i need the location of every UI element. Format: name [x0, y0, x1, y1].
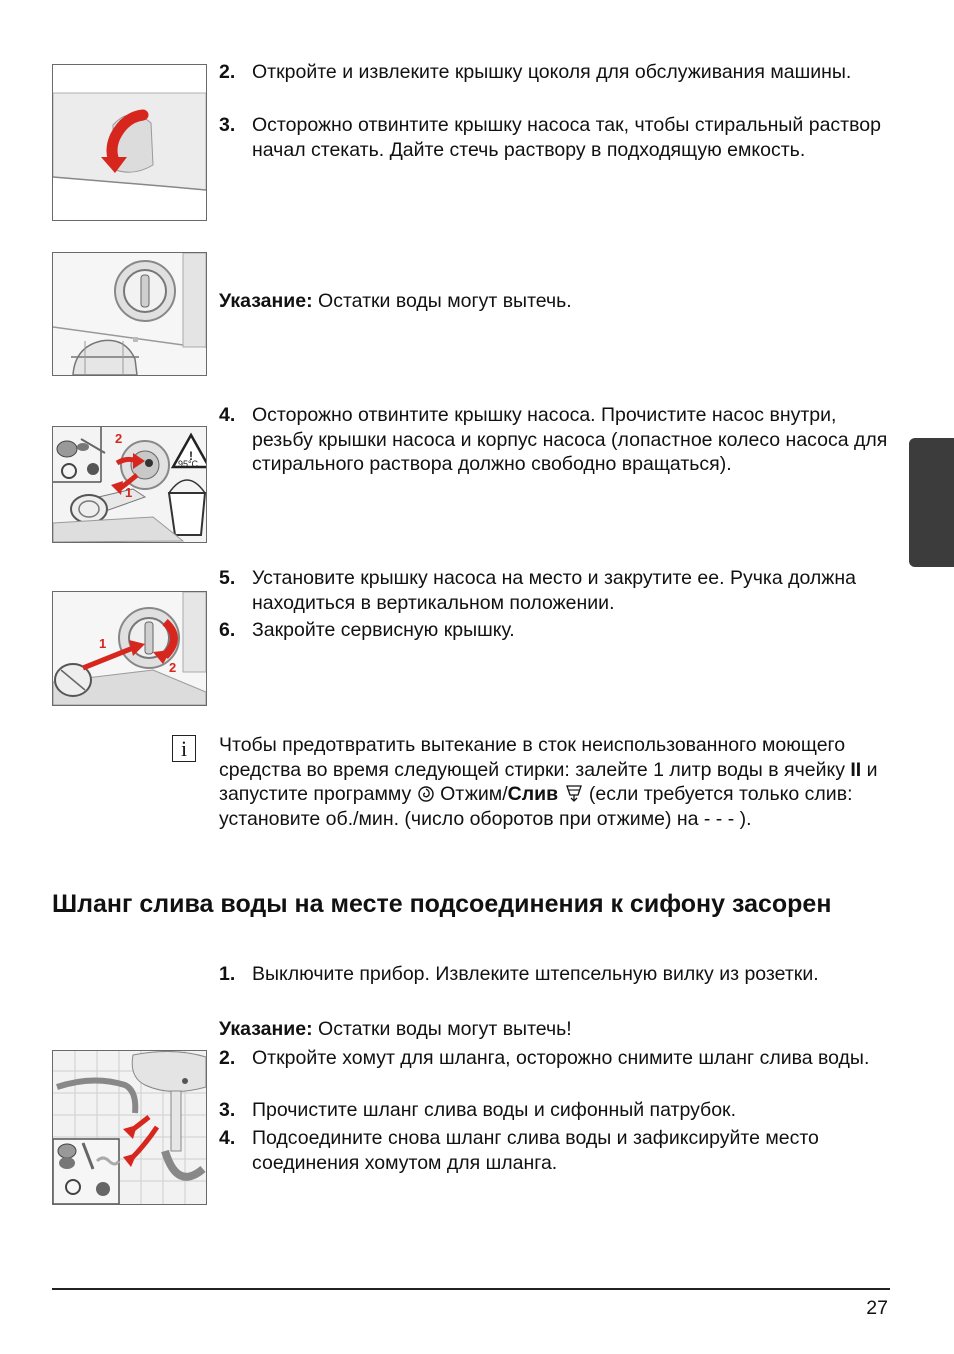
info-text-part: Отжим/: [434, 783, 508, 806]
figure-clean-pump: [52, 426, 207, 543]
step-text: Осторожно отвинтите крышку насоса. Прочистите насос внутри, резьбу крышки насоса и корпус насоса (лопастное колесо насоса для стирального раствора должно свободно вращаться).: [252, 404, 888, 475]
step-2: [219, 60, 889, 85]
step-number: 4.: [219, 404, 236, 426]
note-label: Указание:: [219, 290, 313, 312]
page-number: 27: [866, 1297, 888, 1319]
step-text: Выключите прибор. Извлеките штепсельную вилку из розетки.: [252, 963, 819, 985]
marker-2: 2: [169, 660, 177, 675]
figure-pump-cover: [52, 252, 207, 376]
step-1: [219, 962, 889, 987]
step-number: 1.: [219, 963, 236, 985]
marker-2: 2: [115, 431, 123, 446]
step-3: [219, 113, 889, 162]
info-note: [219, 733, 889, 832]
program-name: Слив: [507, 783, 559, 806]
step-text: Подсоедините снова шланг слива воды и зафиксируйте место соединения хомутом для шланга.: [252, 1127, 819, 1174]
note-text: Остатки воды могут вытечь.: [312, 290, 572, 312]
marker-1: 1: [99, 636, 107, 651]
info-icon: i: [172, 735, 196, 762]
step-number: 4.: [219, 1127, 236, 1149]
step-number: 2.: [219, 1047, 236, 1069]
footer-divider: [52, 1288, 890, 1290]
note-water-leak-2: [219, 1017, 889, 1042]
step-text: Закройте сервисную крышку.: [252, 619, 515, 641]
marker-1: 1: [125, 485, 133, 500]
info-text-part: (если требуется только слив: установите об./мин. (число оборотов при отжиме) на - - - ).: [219, 783, 853, 831]
step-3b: [219, 1098, 889, 1123]
step-number: 5.: [219, 567, 236, 589]
spin-icon: [417, 785, 435, 803]
step-text: Откройте и извлеките крышку цоколя для обслуживания машины.: [252, 61, 852, 83]
step-number: 3.: [219, 114, 236, 136]
step-text: Прочистите шланг слива воды и сифонный патрубок.: [252, 1099, 737, 1121]
info-text-part: Чтобы предотвратить вытекание в сток неиспользованного моющего средства во время следующей стирки: залейте 1 литр воды в ячейку: [219, 734, 851, 781]
step-2b: [219, 1046, 889, 1071]
section-heading: Шланг слива воды на месте подсоединения к сифону засорен: [52, 890, 832, 918]
figure-siphon-hose: [52, 1050, 207, 1205]
svg-text:!: !: [189, 449, 193, 463]
step-text: Установите крышку насоса на место и закрутите ее. Ручка должна находиться в вертикальном положении.: [252, 567, 856, 614]
figure-reinstall-cover: [52, 591, 207, 706]
step-text: Осторожно отвинтите крышку насоса так, чтобы стиральный раствор начал стекать. Дайте стечь раствору в подходящую емкость.: [252, 114, 881, 161]
step-number: 2.: [219, 61, 236, 83]
note-label: Указание:: [219, 1018, 313, 1040]
step-number: 6.: [219, 619, 236, 641]
chamber-label: II: [850, 758, 862, 781]
step-5: [219, 566, 889, 615]
temperature-label: 95°C: [177, 459, 199, 469]
note-water-leak: [219, 289, 889, 314]
chapter-tab: [909, 438, 954, 567]
note-text: Остатки воды могут вытечь!: [312, 1018, 572, 1040]
step-4: [219, 403, 889, 477]
figure-open-cover: [52, 64, 207, 221]
step-text: Откройте хомут для шланга, осторожно снимите шланг слива воды.: [252, 1047, 870, 1069]
step-4b: [219, 1126, 889, 1175]
step-number: 3.: [219, 1099, 236, 1121]
step-6: [219, 618, 889, 643]
drain-icon: [564, 783, 584, 803]
info-text-part: и запустите программу: [219, 758, 878, 806]
